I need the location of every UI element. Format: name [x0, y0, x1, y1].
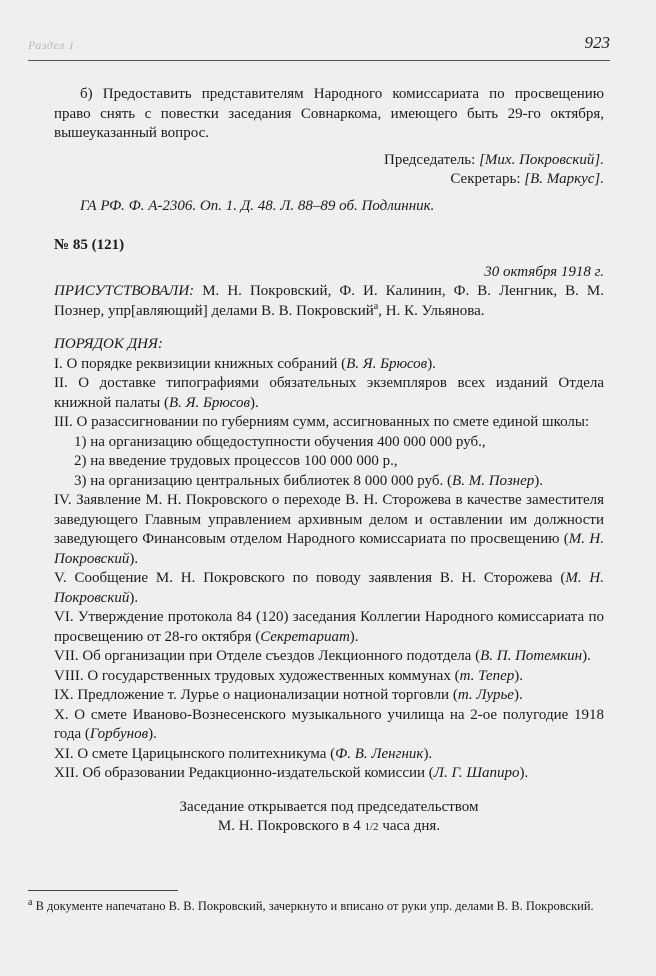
attendees-text-1: М. Н. Покровский, Ф. И. Калинин, Ф. В. Ленгник, В. М. Познер, упр[авляющий] делами В. В. Покровский: [54, 283, 604, 319]
agenda-item-text: VIII. О государственных трудовых художественных коммунах (: [54, 667, 460, 684]
agenda-item: [54, 667, 604, 687]
footnote: [28, 898, 604, 915]
agenda-item-text: I. О порядке реквизиции книжных собраний (: [54, 355, 347, 372]
agenda-item-text: 1) на организацию общедоступности обучения 400 000 000 руб.,: [74, 433, 486, 450]
agenda-item: [54, 452, 604, 472]
agenda-item-speaker: М. Н. Покровский: [54, 570, 604, 606]
agenda-item-end: ).: [514, 667, 523, 684]
agenda-list: [54, 355, 604, 784]
agenda-item-speaker: т. Тепер: [459, 667, 515, 684]
secretary-name: [В. Маркус].: [524, 171, 604, 187]
agenda-item-text: IX. Предложение т. Лурье о национализации нотной торговли (: [54, 687, 458, 703]
agenda-item: [54, 608, 604, 647]
agenda-item-end: ).: [148, 726, 157, 742]
agenda-item: [54, 413, 604, 433]
agenda-item: [54, 706, 604, 745]
agenda-item-end: ).: [250, 394, 259, 411]
agenda-item-end: ).: [423, 745, 433, 762]
agenda-item-end: ).: [129, 550, 139, 567]
agenda-item-speaker: В. П. Потемкин: [480, 648, 583, 664]
agenda-item-end: ).: [582, 648, 591, 664]
attendees: [54, 282, 604, 321]
agenda-item: [54, 647, 604, 667]
agenda-item-speaker: В. М. Познер: [452, 472, 535, 489]
secretary-label: Секретарь:: [450, 171, 525, 187]
agenda-item: [54, 686, 604, 706]
archive-reference: ГА РФ. Ф. А-2306. Оп. 1. Д. 48. Л. 88–89 об. Подлинник.: [80, 197, 435, 214]
agenda-item-text: IV. Заявление М. Н. Покровского о переходе В. Н. Сторожева в качестве заместителя заведующего Главным управлением архивным делом и оставлении им должности заведующего Финансовым отделом Народного комиссариата по просвещению (: [54, 492, 604, 547]
prev-item-paragraph: б) Предоставить представителям Народного комиссариата по просвещению право снять с повестки заседания Совнаркома, имеющего быть 29-го октября, вышеуказанный вопрос.: [54, 86, 604, 141]
opening-fraction: 1/2: [364, 821, 379, 833]
agenda-item: [54, 355, 604, 375]
agenda-item-speaker: В. Я. Брюсов: [346, 355, 428, 372]
agenda-item-text: II. О доставке типографиями обязательных экземпляров всех изданий Отдела книжной палаты (: [54, 375, 604, 411]
agenda-item-text: 2) на введение трудовых процессов 100 000 000 р.,: [74, 453, 398, 469]
agenda-item-text: V. Сообщение М. Н. Покровского по поводу заявления В. Н. Сторожева (: [54, 570, 566, 586]
agenda-item-speaker: М. Н. Покровский: [54, 531, 604, 567]
agenda-item-end: ).: [427, 355, 436, 372]
document-number: № 85 (121): [54, 237, 125, 253]
opening-text-b: часа дня.: [378, 818, 441, 834]
agenda-item-text: III. О разассигновании по губерниям сумм, ассигнованных по смете единой школы:: [54, 414, 590, 430]
running-title: Раздел 1: [28, 38, 75, 52]
agenda-item-text: VI. Утверждение протокола 84 (120) заседания Коллегии Народного комиссариата по просвещению от 28-го октября (: [54, 609, 604, 645]
agenda-item-speaker: т. Лурье: [457, 687, 514, 703]
attendees-label: ПРИСУТСТВОВАЛИ:: [54, 283, 195, 299]
agenda-item: [54, 569, 604, 608]
agenda-item-speaker: Л. Г. Шапиро: [433, 765, 520, 781]
agenda-item-speaker: Ф. В. Ленгник: [335, 745, 424, 762]
agenda-item-end: ).: [513, 687, 523, 703]
agenda-item-speaker: Горбунов: [89, 726, 149, 742]
agenda-item: [54, 433, 604, 453]
chair-label: Председатель:: [383, 151, 480, 168]
agenda-item: [54, 745, 604, 765]
agenda-label: ПОРЯДОК ДНЯ:: [54, 336, 163, 352]
opening-line-2: [54, 817, 604, 838]
agenda-item-text: X. О смете Иваново-Вознесенского музыкального училища на 2-ое полугодие 1918 года (: [54, 706, 604, 742]
page-number: 923: [584, 33, 610, 52]
agenda-item-speaker: В. Я. Брюсов: [168, 394, 251, 411]
agenda-item-speaker: Секретариат: [260, 628, 350, 645]
footnote-rule: [28, 890, 178, 891]
agenda-item-text: 3) на организацию центральных библиотек 8 000 000 руб. (: [74, 472, 453, 489]
agenda-item-text: XII. Об образовании Редакционно-издательской комиссии (: [54, 765, 434, 781]
footnote-ref: а: [373, 300, 379, 312]
agenda-item-text: XI. О смете Царицынского политехникума (: [54, 745, 336, 762]
agenda-item-text: VII. Об организации при Отделе съездов Лекционного подотдела (: [54, 648, 481, 664]
header-rule: [28, 60, 610, 61]
document-date: 30 октября 1918 г.: [484, 263, 604, 280]
agenda-item-end: ).: [349, 628, 359, 645]
agenda-item: [54, 374, 604, 413]
agenda-item: [54, 472, 604, 492]
agenda-item: [54, 764, 604, 784]
chair-name: [Мих. Покровский].: [479, 151, 604, 168]
agenda-item-end: ).: [129, 589, 139, 606]
attendees-text-2: , Н. К. Ульянова.: [378, 302, 485, 319]
main-text: [54, 85, 604, 838]
agenda-item-end: ).: [519, 765, 529, 781]
opening-line-1: Заседание открывается под председательством: [179, 798, 479, 815]
footnote-text: В документе напечатано В. В. Покровский, зачеркнуто и вписано от руки упр. делами В. В. Покровский.: [32, 899, 594, 913]
opening-text-a: М. Н. Покровского в 4: [217, 818, 365, 834]
footnote-marker: а: [28, 896, 33, 908]
secretary-signature: [54, 170, 604, 190]
agenda-item: [54, 491, 604, 569]
chair-signature: [54, 151, 604, 171]
agenda-item-end: ).: [534, 472, 544, 489]
